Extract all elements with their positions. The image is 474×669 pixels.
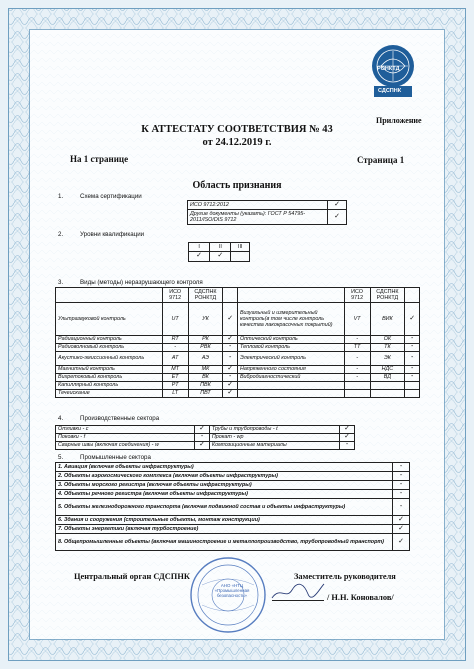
table-row: I II III [189, 243, 250, 252]
s2-number: 2. [58, 231, 64, 238]
table-row: Капиллярный контроль PT ПВК ✓ [56, 382, 420, 390]
s1-number: 1. [58, 193, 64, 200]
annex-label: Приложение [376, 116, 422, 125]
table-row: Радиационный контроль RT РК ✓ Оптический контроль - ОК - [56, 336, 420, 344]
s4-label: Производственные сектора [80, 415, 160, 422]
table-row: ✓ ✓ [189, 252, 250, 262]
table-row: Сварные швы (включая соединения) - w ✓ Композиционные материалы - [56, 442, 355, 450]
table-row: Отливки - c ✓ Трубы и трубопроводы - t ✓ [56, 426, 355, 434]
s1-label: Схема сертификации [80, 193, 142, 200]
table-row: Ультразвуковой контроль UT УК ✓ Визуальный и измерительный контроль(в том числе контроль качества лакокрасочных покрытий) VT ВИК ✓ [56, 303, 420, 336]
table-row: Поковки - f - Прокат - wp ✓ [56, 434, 355, 442]
page-number: Страница 1 [357, 155, 405, 165]
table-row: Акустико-эмиссионный контроль AT АЭ - Электрический контроль - ЭК - [56, 352, 420, 366]
ndt-methods-table [55, 287, 420, 398]
handwritten-signature-icon [268, 580, 328, 604]
qualification-levels-table [188, 242, 250, 262]
table-row: 1. Авиация (включая объекты инфраструктуры) - [56, 463, 410, 472]
s3-label: Виды (методы) неразрушающего контроля [80, 279, 203, 286]
table-row: Течеискание LT ПВТ ✓ [56, 390, 420, 398]
s5-number: 5. [58, 454, 64, 461]
logo-bottom-text: СДСПНК [378, 88, 402, 94]
s5-label: Промышленные сектора [80, 454, 151, 461]
page-count: На 1 странице [70, 154, 129, 164]
table-row: ИСО 9712:2012 ✓ [188, 201, 347, 210]
table-row: Вихретоковый контроль ET ВК - Вибродиагностический - ВД - [56, 374, 420, 382]
s3-number: 3. [58, 279, 64, 286]
production-sectors-table [55, 425, 355, 450]
table-row: 4. Объекты речного регистра (включая объекты инфраструктуры) - [56, 490, 410, 499]
table-row: 2. Объекты аэрокосмического комплекса (включая объекты инфраструктуры) - [56, 472, 410, 481]
logo-top-text: РОНКТД [377, 66, 400, 72]
table-row: 8. Общепромышленные объекты (включая машиностроение и металлопроизводство, трубопроводный транспорт) ✓ [56, 534, 410, 551]
stamp-text: АНО «НТЦ «Промышленная безопасность» [214, 583, 250, 598]
table-row: Другие документы (указать): ГОСТ Р 54795-2011/ISO/DIS 9712 ✓ [188, 210, 347, 225]
certification-scheme-table [187, 200, 347, 225]
table-row: 3. Объекты морского регистра (включая объекты инфраструктуры) - [56, 481, 410, 490]
document-title: К АТТЕСТАТУ СООТВЕТСТВИЯ № 43 [141, 124, 333, 135]
deputy-head-label: Заместитель руководителя [294, 572, 396, 581]
industrial-sectors-table [55, 462, 410, 551]
table-row: ИСО 9712 СДСПНК РОНКТД ИСО 9712 СДСПНК РОНКТД [56, 288, 420, 303]
signatory-name: / Н.Н. Коновалов/ [327, 593, 394, 602]
table-row: Радиоволновый контроль - РВК - Тепловой контроль TT ТК - [56, 344, 420, 352]
table-row: 6. Здания и сооружения (строительные объекты, монтаж конструкции) ✓ [56, 516, 410, 525]
s2-label: Уровни квалификации [80, 231, 145, 238]
s4-number: 4. [58, 415, 64, 422]
section-heading: Область признания [192, 180, 282, 191]
table-row: 5. Объекты железнодорожного транспорта (включая подвижной состав и объекты инфраструктуры) - [56, 499, 410, 516]
table-row: 7. Объекты энергетики (включая турбостроение) ✓ [56, 525, 410, 534]
table-row: Магнитный контроль MT МК ✓ Напряженного состояния - НДС - [56, 366, 420, 374]
central-body-label: Центральный орган СДСПНК [74, 572, 190, 581]
document-date: от 24.12.2019 г. [202, 137, 272, 148]
